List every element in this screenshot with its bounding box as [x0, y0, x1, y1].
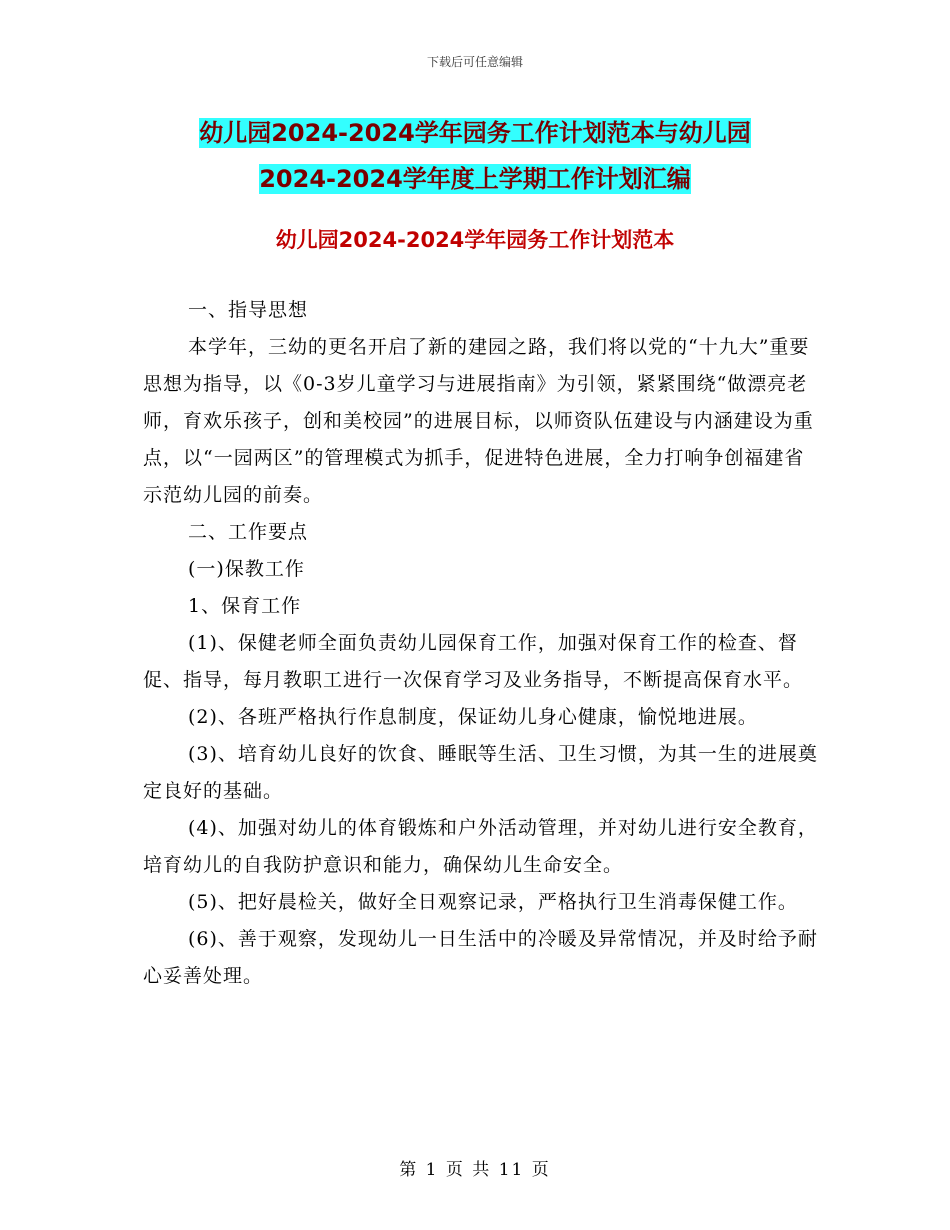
title-line-2: 2024-2024学年度上学期工作计划汇编 — [259, 165, 691, 193]
section-title: 幼儿园2024-2024学年园务工作计划范本 — [275, 228, 675, 252]
list-item: (6)、善于观察，发现幼儿一日生活中的冷暖及异常情况，并及时给予耐心妥善处理。 — [143, 928, 818, 987]
document-body — [143, 292, 823, 995]
document-title — [0, 110, 950, 202]
list-item: (2)、各班严格执行作息制度，保证幼儿身心健康，愉悦地进展。 — [188, 706, 758, 728]
heading-guiding-ideology: 一、指导思想 — [188, 299, 309, 321]
list-item: (4)、加强对幼儿的体育锻炼和户外活动管理，并对幼儿进行安全教育，培育幼儿的自我防护意识和能力，确保幼儿生命安全。 — [143, 817, 818, 876]
heading-care-work: 1、保育工作 — [188, 595, 302, 617]
heading-work-points: 二、工作要点 — [188, 521, 309, 543]
page-number: 第 1 页 共 11 页 — [399, 1160, 551, 1180]
paragraph: 本学年，三幼的更名开启了新的建园之路，我们将以党的“十九大”重要思想为指导，以《0-3岁儿童学习与进展指南》为引领，紧紧围绕“做漂亮老师，育欢乐孩子，创和美校园”的进展目标，以师资队伍建设与内涵建设为重点，以“一园两区”的管理模式为抓手，促进特色进展，全力打响争创福建省示范幼儿园的前奏。 — [143, 336, 814, 506]
title-line-1: 幼儿园2024-2024学年园务工作计划范本与幼儿园 — [199, 119, 751, 147]
list-item: (5)、把好晨检关，做好全日观察记录，严格执行卫生消毒保健工作。 — [188, 891, 798, 913]
header-note: 下载后可任意编辑 — [426, 55, 523, 69]
list-item: (3)、培育幼儿良好的饮食、睡眠等生活、卫生习惯，为其一生的进展奠定良好的基础。 — [143, 743, 818, 802]
heading-care-education: (一)保教工作 — [188, 558, 305, 580]
list-item: (1)、保健老师全面负责幼儿园保育工作，加强对保育工作的检查、督促、指导，每月教职工进行一次保育学习及业务指导，不断提高保育水平。 — [143, 632, 804, 691]
